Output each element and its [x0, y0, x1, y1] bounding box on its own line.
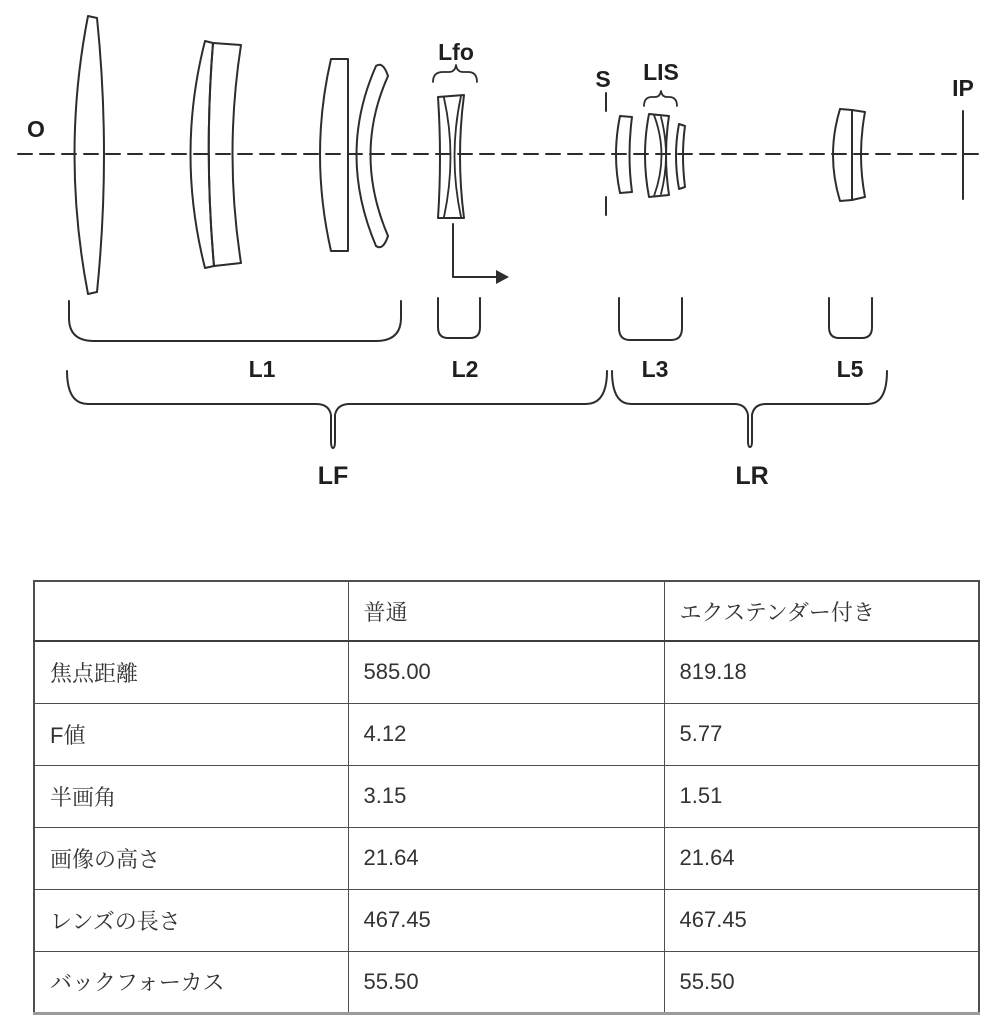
table-row: [34, 641, 979, 703]
lens-element-lis-small: [676, 124, 685, 189]
group-l2-label: L2: [451, 356, 479, 382]
spec-header-row: [34, 581, 979, 641]
table-row: [34, 889, 979, 951]
lens-element-3b-crescent: [357, 65, 389, 248]
spec-value-normal: 467.45: [348, 889, 664, 951]
spec-row-label: F値: [34, 703, 348, 765]
spec-value-normal: 55.50: [348, 951, 664, 1013]
spec-value-extender: 467.45: [664, 889, 979, 951]
image-plane-label: IP: [952, 75, 974, 101]
bracket-l5: [829, 298, 872, 338]
stop-label: S: [595, 66, 611, 92]
brace-lf: [67, 371, 607, 448]
spec-value-extender: 819.18: [664, 641, 979, 703]
group-l5-label: L5: [836, 356, 864, 382]
brace-lr: [612, 371, 887, 447]
object-label: O: [27, 116, 45, 142]
spec-value-normal: 4.12: [348, 703, 664, 765]
lfo-label: Lfo: [438, 39, 474, 65]
lis-inner-surface-1: [654, 115, 662, 196]
spec-row-label: 半画角: [34, 765, 348, 827]
col-header-extender: エクステンダー付き: [664, 581, 979, 641]
spec-value-normal: 21.64: [348, 827, 664, 889]
bracket-l1: [69, 301, 401, 341]
spec-row-label: バックフォーカス: [34, 951, 348, 1013]
spec-table: [33, 580, 980, 1015]
focus-direction-arrow-head: [496, 270, 509, 284]
spec-row-label: 焦点距離: [34, 641, 348, 703]
table-row: [34, 703, 979, 765]
spec-value-extender: 1.51: [664, 765, 979, 827]
table-row: [34, 827, 979, 889]
lis-label: LIS: [643, 59, 679, 85]
spec-value-extender: 21.64: [664, 827, 979, 889]
col-header-empty: [34, 581, 348, 641]
spec-value-extender: 55.50: [664, 951, 979, 1013]
spec-value-normal: 585.00: [348, 641, 664, 703]
col-header-normal: 普通: [348, 581, 664, 641]
group-l1-label: L1: [248, 356, 276, 382]
bracket-l3: [619, 298, 682, 340]
table-row: [34, 951, 979, 1013]
lis-brace: [644, 91, 677, 106]
lfo-inner-surface-1: [444, 98, 451, 217]
group-l3-label: L3: [641, 356, 669, 382]
table-row: [34, 765, 979, 827]
rear-unit-label: LR: [735, 462, 769, 490]
focus-direction-arrow-line: [453, 224, 496, 277]
spec-value-extender: 5.77: [664, 703, 979, 765]
lfo-brace: [433, 65, 477, 82]
front-unit-label: LF: [317, 462, 349, 490]
bracket-l2: [438, 298, 480, 338]
spec-row-label: レンズの長さ: [34, 889, 348, 951]
spec-value-normal: 3.15: [348, 765, 664, 827]
spec-row-label: 画像の高さ: [34, 827, 348, 889]
